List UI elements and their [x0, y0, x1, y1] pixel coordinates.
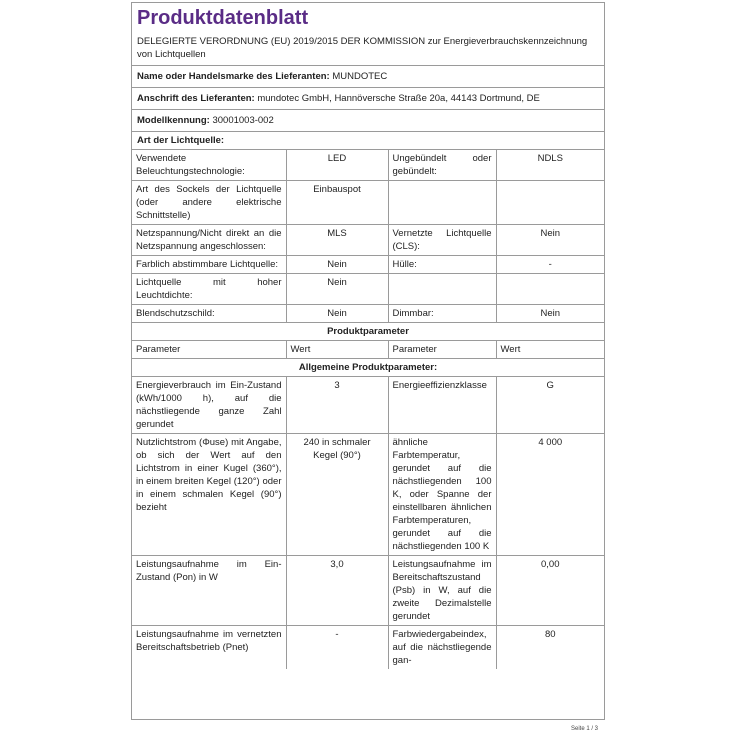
param-cell: Ungebündelt oder gebündelt: [388, 150, 496, 181]
table-row [132, 150, 604, 181]
value-cell: Einbauspot [286, 181, 388, 225]
table-row [132, 626, 604, 670]
general-params-heading: Allgemeine Produktparameter: [132, 359, 604, 377]
column-header-parameter: Parameter [132, 341, 286, 359]
table-row [132, 434, 604, 556]
table-row [132, 256, 604, 274]
param-cell: Leistungsaufnahme im Bereitschaftszustand (Psb) in W, auf die zweite Dezimalstelle gerundet [388, 556, 496, 626]
model-id-line [132, 110, 604, 132]
value-cell: 3,0 [286, 556, 388, 626]
value-cell: LED [286, 150, 388, 181]
value-cell: 0,00 [496, 556, 604, 626]
value-cell: MLS [286, 225, 388, 256]
supplier-name-value: MUNDOTEC [332, 71, 388, 82]
table-row [132, 181, 604, 225]
param-cell: Leistungsaufnahme im vernetzten Bereitschaftsbetrieb (Pnet) [132, 626, 286, 670]
table-row [132, 225, 604, 256]
model-id-label: Modellkennung: [137, 115, 210, 126]
table-row [132, 556, 604, 626]
param-cell: Vernetzte Lichtquelle (CLS): [388, 225, 496, 256]
supplier-name-line [132, 66, 604, 88]
light-source-table [132, 150, 604, 669]
param-cell: Farblich abstimmbare Lichtquelle: [132, 256, 286, 274]
param-cell: Blendschutzschild: [132, 305, 286, 323]
column-header-value: Wert [496, 341, 604, 359]
param-cell [388, 274, 496, 305]
page-title: Produktdatenblatt [137, 7, 309, 29]
column-header-row [132, 341, 604, 359]
value-cell [496, 274, 604, 305]
param-cell: Dimmbar: [388, 305, 496, 323]
param-cell: Energieverbrauch im Ein-Zustand (kWh/1000 h), auf die nächstliegende ganze Zahl gerundet [132, 377, 286, 434]
datasheet-page [131, 2, 605, 720]
value-cell: 4 000 [496, 434, 604, 556]
product-params-heading: Produktparameter [132, 323, 604, 341]
model-id-value: 30001003-002 [212, 115, 274, 126]
value-cell: 3 [286, 377, 388, 434]
param-cell: Farbwiedergabeindex, auf die nächstliegende gan- [388, 626, 496, 670]
table-row [132, 274, 604, 305]
supplier-address-label: Anschrift des Lieferanten: [137, 93, 255, 104]
param-cell: Hülle: [388, 256, 496, 274]
table-row [132, 305, 604, 323]
param-cell: Nutzlichtstrom (Φuse) mit Angabe, ob sich der Wert auf den Lichtstrom in einer Kugel (360°), in einem breiten Kegel (120°) oder in einem schmalen Kegel (90°) bezieht [132, 434, 286, 556]
column-header-value: Wert [286, 341, 388, 359]
value-cell: 80 [496, 626, 604, 670]
supplier-address-value: mundotec GmbH, Hannöversche Straße 20a, 44143 Dortmund, DE [257, 93, 540, 104]
value-cell: G [496, 377, 604, 434]
value-cell: Nein [286, 274, 388, 305]
param-cell: Leistungsaufnahme im Ein-Zustand (Pon) in W [132, 556, 286, 626]
param-cell: Netzspannung/Nicht direkt an die Netzspannung angeschlossen: [132, 225, 286, 256]
value-cell: Nein [286, 256, 388, 274]
table-row [132, 377, 604, 434]
value-cell [496, 181, 604, 225]
light-source-heading: Art der Lichtquelle: [132, 132, 604, 150]
product-params-heading-row [132, 323, 604, 341]
supplier-address-line [132, 88, 604, 110]
param-cell: Lichtquelle mit hoher Leuchtdichte: [132, 274, 286, 305]
value-cell: Nein [496, 225, 604, 256]
value-cell: Nein [496, 305, 604, 323]
value-cell: 240 in schmaler Kegel (90°) [286, 434, 388, 556]
value-cell: - [496, 256, 604, 274]
param-cell: ähnliche Farbtemperatur, gerundet auf die nächstliegenden 100 K, oder Spanne der einstellbaren ähnlichen Farbtemperaturen, gerundet auf die nächstliegenden 100 K [388, 434, 496, 556]
general-params-heading-row [132, 359, 604, 377]
page-number: Seite 1 / 3 [571, 726, 599, 732]
column-header-parameter: Parameter [388, 341, 496, 359]
value-cell: NDLS [496, 150, 604, 181]
supplier-name-label: Name oder Handelsmarke des Lieferanten: [137, 71, 330, 82]
param-cell [388, 181, 496, 225]
value-cell: Nein [286, 305, 388, 323]
param-cell: Verwendete Beleuchtungstechnologie: [132, 150, 286, 181]
value-cell: - [286, 626, 388, 670]
regulation-text: DELEGIERTE VERORDNUNG (EU) 2019/2015 DER KOMMISSION zur Energieverbrauchskennzeichnung von Lichtquellen [132, 33, 604, 66]
param-cell: Energieeffizienzklasse [388, 377, 496, 434]
param-cell: Art des Sockels der Lichtquelle (oder andere elektrische Schnittstelle) [132, 181, 286, 225]
